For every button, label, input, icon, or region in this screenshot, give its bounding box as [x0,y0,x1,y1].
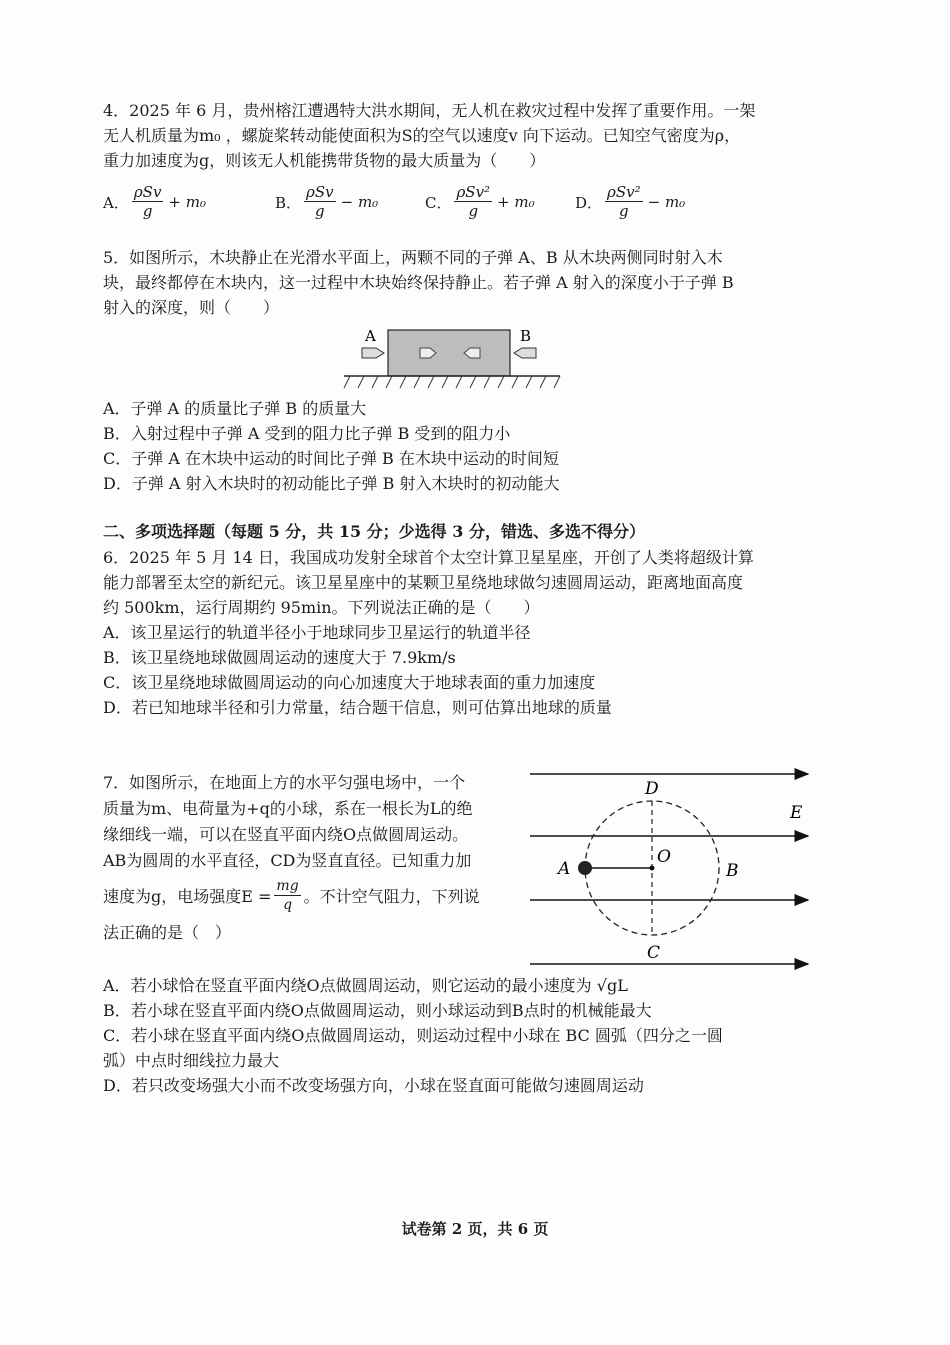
q5-options [103,396,803,496]
bullet-a [362,348,384,358]
q4-option-b-label: B． [275,193,302,212]
q7-option-d: D．若只改变场强大小而不改变场强方向，小球在竖直面可能做匀速圆周运动 [103,1076,644,1095]
q6-option-c: C．该卫星绕地球做圆周运动的向心加速度大于地球表面的重力加速度 [103,673,596,692]
q6-option-b: B．该卫星绕地球做圆周运动的速度大于 7.9km/s [103,648,456,667]
q4-options [103,182,823,222]
q7-option-c-cont: 弧）中点时细线拉力最大 [103,1051,280,1070]
q4-option-d-den: g [619,202,629,220]
q7-line-5 [103,874,523,918]
label-a: A [365,327,376,345]
q4-option-a [103,182,206,222]
q7-field-den: q [283,897,293,913]
q7-field-figure [526,766,816,976]
q4-option-a-tail: + m₀ [168,193,206,211]
question-4 [103,98,803,173]
label-c: C [647,943,661,963]
q5-option-b: B．入射过程中子弹 A 受到的阻力比子弹 B 受到的阻力小 [103,424,511,443]
bullet-b [514,348,536,358]
q4-option-a-num: ρSv [133,183,162,201]
q7-option-b: B．若小球在竖直平面内绕O点做圆周运动，则小球运动到B点时的机械能最大 [103,1001,652,1020]
question-6 [103,545,803,720]
q4-option-a-label: A． [103,193,129,212]
q7-field-num: mg [276,878,299,894]
q7-line-6: 法正确的是（ ） [103,923,232,942]
q7-line-5-pre: 速度为g，电场强度E = [103,886,272,906]
q7-options [103,973,803,1098]
q4-option-c-den: g [468,202,479,220]
q6-option-d: D．若已知地球半径和引力常量，结合题干信息，则可估算出地球的质量 [103,698,612,717]
q4-option-d-tail: − m₀ [647,193,686,211]
question-5 [103,245,803,320]
charged-ball [578,861,592,875]
q4-option-d-num: ρSv² [607,183,641,201]
label-a: A [558,859,571,879]
q7-option-c: C．若小球在竖直平面内绕O点做圆周运动，则运动过程中小球在 BC 圆弧（四分之一圆 [103,1026,723,1045]
q4-option-d-label: D． [575,193,603,212]
q7-line-3: 缘细线一端，可以在竖直平面内绕O点做圆周运动。 [103,825,469,844]
q5-block-figure [340,322,565,394]
q7-line-4: AB为圆周的水平直径，CD为竖直直径。已知重力加 [103,851,472,870]
q4-line-2: 无人机质量为m₀ ，螺旋桨转动能使面积为S的空气以速度v 向下运动。已知空气密度为ρ， [103,126,741,145]
q5-line-1: 5．如图所示，木块静止在光滑水平面上，两颗不同的子弹 A、B 从木块两侧同时射入木 [103,248,723,267]
section-2-title: 二、多项选择题（每题 5 分，共 15 分；少选得 3 分，错选、多选不得分） [103,522,645,541]
q6-line-2: 能力部署至太空的新纪元。该卫星星座中的某颗卫星绕地球做匀速圆周运动，距离地面高度 [103,573,744,592]
label-b: B [520,327,532,345]
q4-option-c-fraction [454,184,492,220]
q4-option-a-fraction [132,184,164,220]
q4-option-a-den: g [142,202,153,220]
q5-option-c: C．子弹 A 在木块中运动的时间比子弹 B 在木块中运动的时间短 [103,449,559,468]
q6-option-a: A．该卫星运行的轨道半径小于地球同步卫星运行的轨道半径 [103,623,531,642]
q4-line-1: 4．2025 年 6 月，贵州榕江遭遇特大洪水期间，无人机在救灾过程中发挥了重要作用。一架 [103,101,756,120]
q4-option-b [275,182,378,222]
q5-line-2: 块，最终都停在木块内，这一过程中木块始终保持静止。若子弹 A 射入的深度小于子弹 B [103,273,734,292]
q5-option-a: A．子弹 A 的质量比子弹 B 的质量大 [103,399,367,418]
center-point-o [650,866,655,871]
q4-option-b-num: ρSv [306,183,334,201]
q4-option-c [425,182,535,222]
label-b: B [726,861,739,881]
q4-option-d [575,182,685,222]
q7-line-2: 质量为m、电荷量为+q的小球，系在一根长为L的绝 [103,799,473,818]
q5-line-3: 射入的深度，则（ ） [103,298,280,317]
q4-option-b-fraction [304,184,336,220]
q4-option-c-tail: + m₀ [497,193,535,211]
q5-option-d: D．子弹 A 射入木块时的初动能比子弹 B 射入木块时的初动能大 [103,474,560,493]
wood-block [388,330,510,376]
ground-hatch [344,376,560,388]
q4-option-c-num: ρSv² [456,183,491,201]
q4-option-c-label: C． [425,193,452,212]
q7-option-a: A．若小球恰在竖直平面内绕O点做圆周运动，则它运动的最小速度为 √gL [103,976,628,995]
q6-line-3: 约 500km，运行周期约 95min。下列说法正确的是（ ） [103,598,540,617]
q4-option-d-fraction [605,184,643,220]
q4-line-3: 重力加速度为g，则该无人机能携带货物的最大质量为（ ） [103,151,546,170]
label-d: D [645,779,659,799]
question-7 [103,770,523,948]
q7-line-5-post: 。不计空气阻力，下列说 [303,886,480,906]
page-footer: 试卷第 2 页，共 6 页 [401,1220,549,1238]
q6-line-1: 6．2025 年 5 月 14 日，我国成功发射全球首个太空计算卫星星座，开创了人类将超级计算 [103,548,754,567]
label-e: E [790,803,803,823]
q7-line-1: 7．如图所示，在地面上方的水平匀强电场中，一个 [103,773,466,792]
q4-option-b-tail: − m₀ [340,193,379,211]
label-o: O [657,847,671,867]
q7-field-fraction [274,878,300,914]
q4-option-b-den: g [315,202,325,220]
